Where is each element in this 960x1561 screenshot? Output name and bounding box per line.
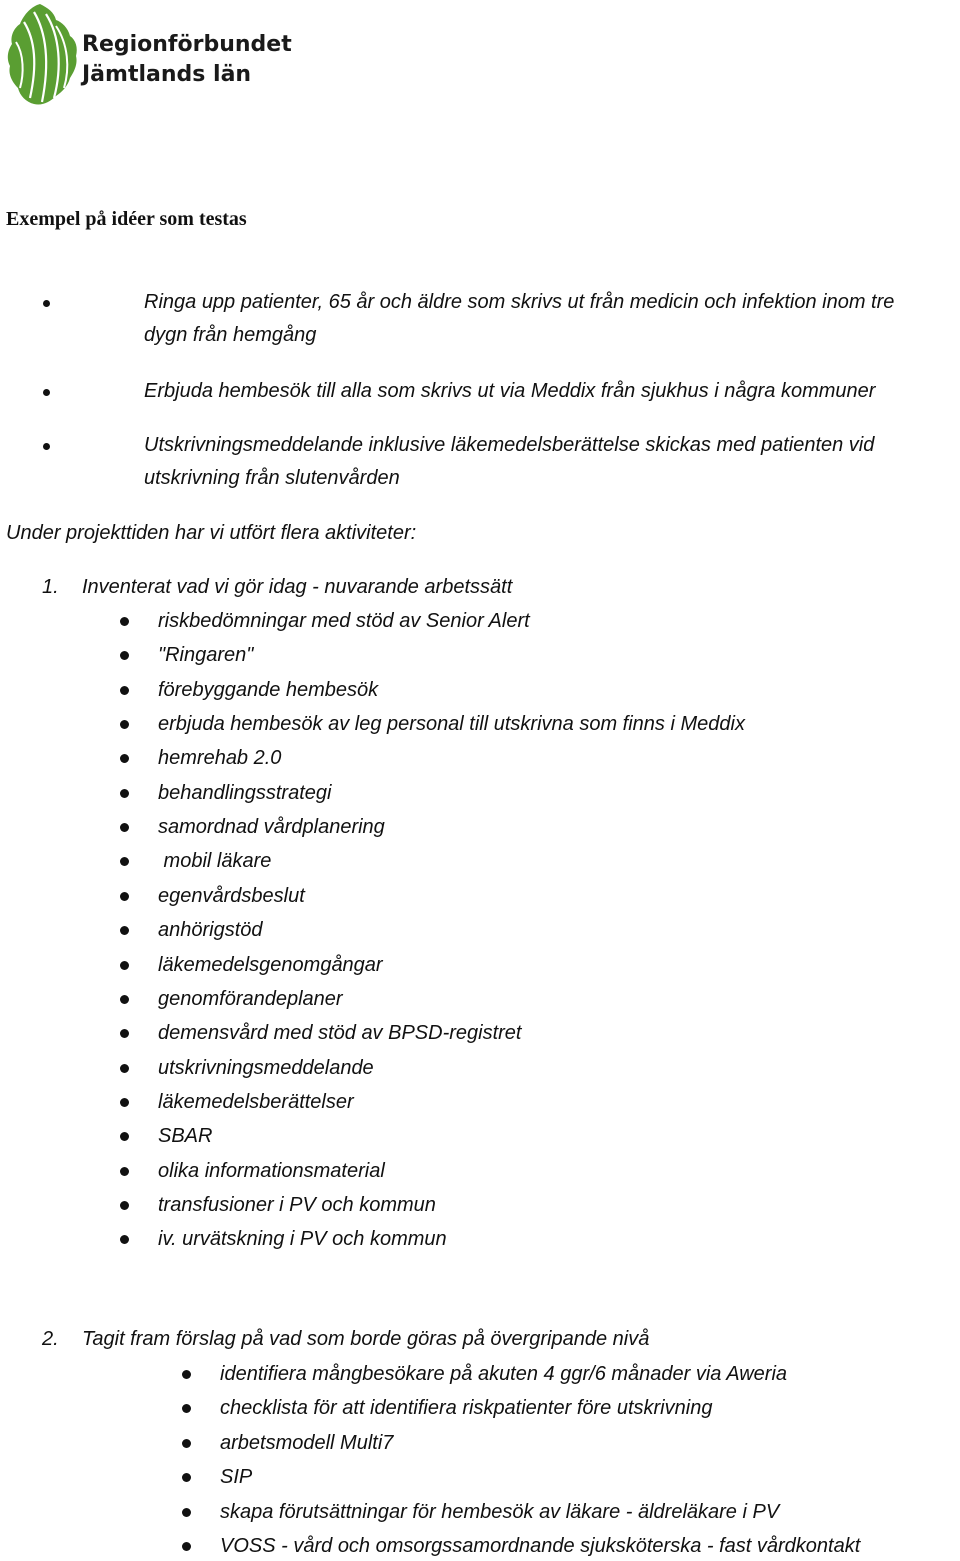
activities-intro: Under projekttiden har vi utfört flera aktiviteter: [6, 522, 417, 544]
bullet-dot [120, 754, 129, 763]
section1-item: behandlingsstrategi [158, 781, 332, 804]
bullet-dot [120, 617, 129, 626]
bullet-dot [120, 961, 129, 970]
bullet-dot [120, 995, 129, 1004]
section1-item: egenvårdsbeslut [158, 884, 305, 907]
section1-title: Inventerat vad vi gör idag - nuvarande arbetssätt [82, 576, 513, 598]
section2-title: Tagit fram förslag på vad som borde göras på övergripande nivå [82, 1328, 650, 1350]
section1-item: anhörigstöd [158, 919, 263, 942]
section2-item: arbetsmodell Multi7 [220, 1431, 394, 1454]
bullet-dot [120, 789, 129, 798]
section1-item: hemrehab 2.0 [158, 747, 282, 770]
section1-item: olika informationsmaterial [158, 1159, 385, 1182]
section2-item: SIP [220, 1466, 253, 1489]
bullet-dot [182, 1439, 191, 1448]
section1-item: riskbedömningar med stöd av Senior Alert [158, 610, 530, 632]
idea-item-line: dygn från hemgång [144, 324, 317, 346]
org-name-line2: Jämtlands län [82, 62, 252, 87]
jamtland-region-map-icon [4, 2, 80, 108]
section1-item: utskrivningsmeddelande [158, 1056, 374, 1079]
section1-item: samordnad vårdplanering [158, 816, 385, 839]
bullet-dot [182, 1508, 191, 1517]
bullet-dot [182, 1542, 191, 1551]
bullet-dot [182, 1404, 191, 1413]
section1-item: genomförandeplaner [158, 987, 343, 1010]
section2-item: skapa förutsättningar för hembesök av läkare - äldreläkare i PV [220, 1500, 780, 1523]
org-name-line1: Regionförbundet [82, 32, 292, 57]
section1-item: "Ringaren" [158, 644, 254, 667]
section1-item: demensvård med stöd av BPSD-registret [158, 1022, 522, 1045]
bullet-dot [120, 1167, 129, 1176]
bullet-dot [120, 857, 129, 866]
bullet-dot [182, 1370, 191, 1379]
section1-item: transfusioner i PV och kommun [158, 1193, 436, 1216]
logo [4, 2, 304, 108]
section2-item: VOSS - vård och omsorgssamordnande sjuksköterska - fast vårdkontakt [220, 1535, 861, 1557]
section1-item: läkemedelsgenomgångar [158, 953, 383, 976]
section1-number: 1. [42, 576, 59, 598]
bullet-dot [120, 686, 129, 695]
section1-item: förebyggande hembesök [158, 678, 379, 701]
idea-item-line: utskrivning från slutenvården [144, 467, 400, 489]
bullet-dot [120, 1132, 129, 1141]
bullet-dot [43, 300, 50, 307]
bullet-dot [120, 720, 129, 729]
bullet-dot [120, 1064, 129, 1073]
section1-item: iv. urvätskning i PV och kommun [158, 1228, 447, 1251]
idea-item-line: Ringa upp patienter, 65 år och äldre som skrivs ut från medicin och infektion inom tre [144, 291, 895, 313]
page-title: Exempel på idéer som testas [6, 208, 247, 230]
bullet-dot [43, 389, 50, 396]
bullet-dot [120, 1235, 129, 1244]
idea-item-line: Utskrivningsmeddelande inklusive läkemedelsberättelse skickas med patienten vid [144, 434, 875, 456]
idea-item-line: Erbjuda hembesök till alla som skrivs ut via Meddix från sjukhus i några kommuner [144, 380, 876, 402]
section1-item: SBAR [158, 1125, 213, 1148]
bullet-dot [120, 823, 129, 832]
section2-number: 2. [42, 1328, 59, 1350]
section1-item: läkemedelsberättelser [158, 1090, 354, 1113]
bullet-dot [120, 651, 129, 660]
bullet-dot [120, 1098, 129, 1107]
bullet-dot [120, 1201, 129, 1210]
section2-item: identifiera mångbesökare på akuten 4 ggr/6 månader via Aweria [220, 1363, 788, 1385]
bullet-dot [120, 1029, 129, 1038]
section2-item: checklista för att identifiera riskpatienter före utskrivning [220, 1397, 713, 1420]
bullet-dot [182, 1473, 191, 1482]
bullet-dot [43, 443, 50, 450]
section1-item: erbjuda hembesök av leg personal till utskrivna som finns i Meddix [158, 713, 745, 736]
bullet-dot [120, 892, 129, 901]
bullet-dot [120, 926, 129, 935]
section1-item: mobil läkare [158, 850, 272, 873]
